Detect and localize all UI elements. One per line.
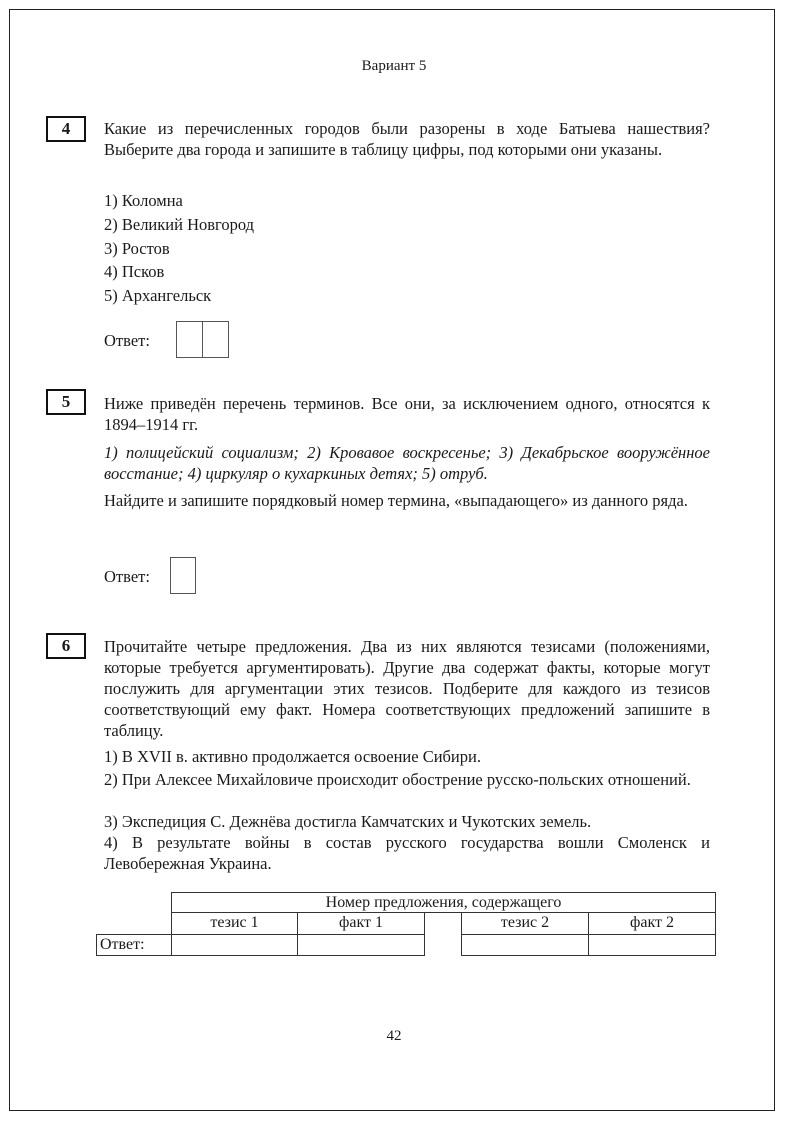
question-4-option-1: 1) Коломна (104, 191, 183, 210)
table-answer-fact-1[interactable] (297, 934, 425, 956)
question-6-statement-3: 3) Экспедиция С. Дежнёва достигла Камчатских и Чукотских земель. (104, 812, 592, 831)
question-4-answer-cell-1[interactable] (176, 321, 203, 358)
question-4-option-2: 2) Великий Новгород (104, 215, 255, 234)
question-4-option-5: 5) Архангельск (104, 286, 212, 305)
question-4-option-4: 4) Псков (104, 262, 165, 281)
question-4-option-3: 3) Ростов (104, 239, 170, 258)
question-5-number: 5 (46, 389, 86, 415)
question-5-text: Ниже приведён перечень терминов. Все они, за исключением одного, относятся к 1894–1914 гг. (104, 394, 710, 434)
question-6-statement-1: 1) В XVII в. активно продолжается освоение Сибири. (104, 747, 481, 766)
question-6-statement-2: 2) При Алексее Михайловиче происходит обострение русско-польских отношений. (104, 770, 691, 789)
question-6-text: Прочитайте четыре предложения. Два из них являются тезисами (положениями, которые требуется аргументировать). Другие два содержат факты, которые могут послужить для аргументации этих тезисов. Подберите для каждого из тезисов соответствующий ему факт. Номера соответствующих предложений запишите в таблицу. (104, 637, 710, 740)
table-header-fact-1: факт 1 (297, 912, 425, 935)
table-caption: Номер предложения, содержащего (171, 892, 716, 913)
question-4-number: 4 (46, 116, 86, 142)
table-answer-thesis-1[interactable] (171, 934, 298, 956)
question-6-statement-4: 4) В результате войны в состав русского государства вошли Смоленск и Левобережная Украина. (104, 833, 710, 873)
variant-header: Вариант 5 (361, 58, 427, 74)
question-5-answer-label: Ответ: (104, 567, 150, 586)
question-6-number: 6 (46, 633, 86, 659)
table-header-thesis-2: тезис 2 (461, 912, 589, 935)
table-row-label: Ответ: (96, 934, 172, 956)
question-5-instruction: Найдите и запишите порядковый номер термина, «выпадающего» из данного ряда. (104, 491, 688, 510)
question-4-answer-cell-2[interactable] (202, 321, 229, 358)
page-number: 42 (386, 1028, 402, 1044)
question-4-answer-label: Ответ: (104, 331, 150, 350)
question-4-text: Какие из перечисленных городов были разорены в ходе Батыева нашествия? Выберите два города и запишите в таблицу цифры, под которыми они указаны. (104, 119, 710, 159)
question-5-answer-cell[interactable] (170, 557, 196, 594)
table-header-fact-2: факт 2 (588, 912, 716, 935)
question-5-terms: 1) полицейский социализм; 2) Кровавое воскресенье; 3) Декабрьское вооружённое восстание; 4) циркуляр о кухаркиных детях; 5) отруб. (104, 443, 710, 483)
table-answer-fact-2[interactable] (588, 934, 716, 956)
table-header-thesis-1: тезис 1 (171, 912, 298, 935)
table-answer-thesis-2[interactable] (461, 934, 589, 956)
